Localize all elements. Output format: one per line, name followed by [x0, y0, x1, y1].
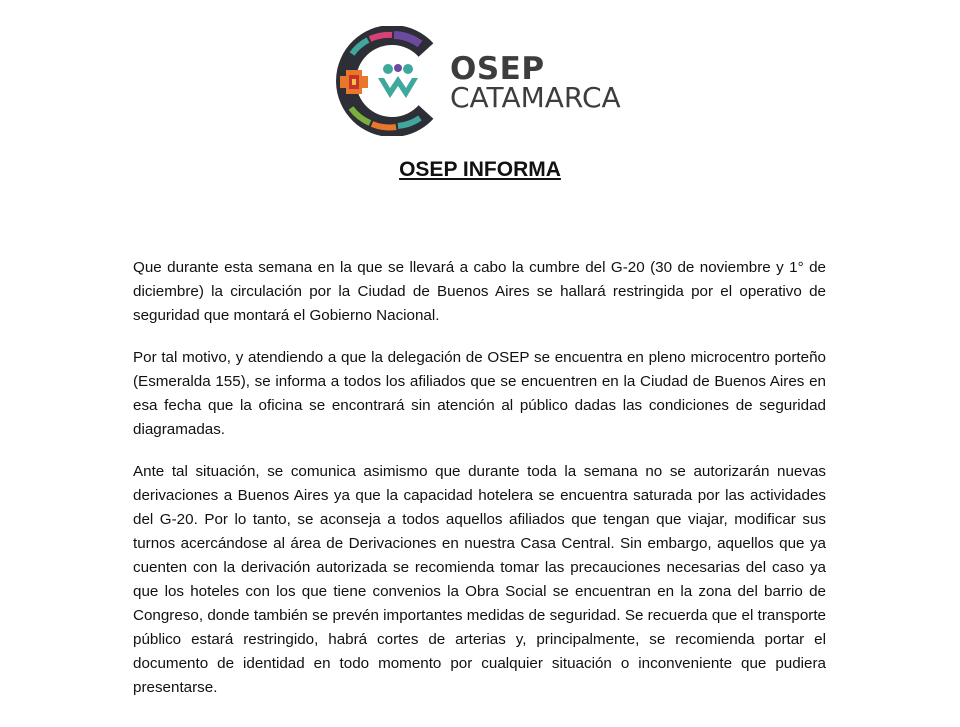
paragraph-1: Que durante esta semana en la que se llevará a cabo la cumbre del G-20 (30 de noviembre y 1° de diciembre) la circulación por la Ciudad de Buenos Aires se hallará restringida por el operativo de seguridad que montará el Gobierno Nacional. — [133, 259, 826, 324]
document-body — [133, 256, 826, 718]
osep-logo — [334, 26, 634, 136]
logo-wordmark — [450, 51, 621, 114]
paragraph-2: Por tal motivo, y atendiendo a que la delegación de OSEP se encuentra en pleno microcentro porteño (Esmeralda 155), se informa a todos los afiliados que se encuentren en la Ciudad de Buenos Aires en esa fecha que la oficina se encontrará sin atención al público dadas las condiciones de seguridad diagramadas. — [133, 349, 826, 438]
logo-osep-text: OSEP — [450, 51, 545, 87]
paragraph-3: Ante tal situación, se comunica asimismo que durante toda la semana no se autorizarán nuevas derivaciones a Buenos Aires ya que la capacidad hotelera se encuentra saturada por las actividades del G-20. Por lo tanto, se aconseja a todos aquellos afiliados que tengan que viajar, modificar sus turnos acercándose al área de Derivaciones en nuestra Casa Central. Sin embargo, aquellos que ya cuenten con la derivación autorizada se recomienda tomar las precauciones necesarias del caso ya que los hoteles con los que tiene convenios la Obra Social se encuentran en la zona del barrio de Congreso, donde también se prevén importantes medidas de seguridad. Se recuerda que el transporte público estará restringido, habrá cortes de arterias y, principalmente, se recomienda portar el documento de identidad en todo momento por cualquier situación o inconveniente que pudiera presentarse. — [133, 463, 826, 696]
logo-emblem-icon — [334, 26, 446, 136]
document-title: OSEP INFORMA — [399, 158, 561, 181]
logo-catamarca-text: CATAMARCA — [450, 81, 621, 114]
